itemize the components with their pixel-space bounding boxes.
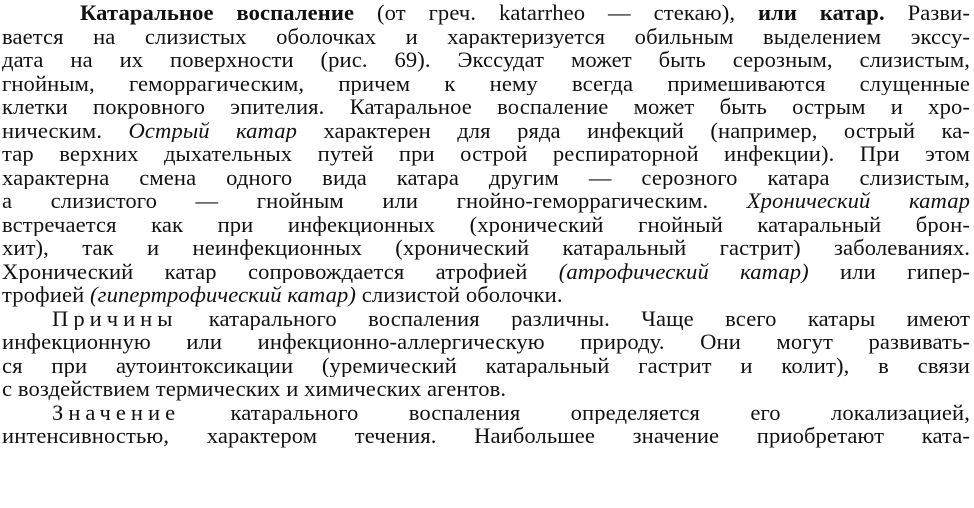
bold-term: Катаральное воспаление [80, 1, 355, 25]
spaced-term: Причины [52, 306, 178, 330]
text-run: инфекционную или инфекционно-аллергическую природу. Они могут развивать- [2, 330, 970, 354]
text-line [2, 330, 970, 354]
text-run: а слизистого — гнойным или гнойно-геморрагическим. [2, 189, 747, 213]
text-line [2, 307, 970, 331]
text-line [2, 377, 970, 401]
bold-term: или катар. [757, 1, 885, 25]
text-run: (от греч. katarrheo — стекаю), [354, 1, 758, 25]
text-line [2, 119, 970, 143]
document-body [2, 1, 970, 448]
text-run: катарального воспаления различны. Чаще всего катары имеют [177, 306, 970, 330]
text-run: дата на их поверхности (рис. 69). Экссудат может быть серозным, слизистым, [2, 48, 970, 72]
text-line [2, 354, 970, 378]
text-run: клетки покровного эпителия. Катаральное воспаление может быть острым и хро- [2, 95, 970, 119]
text-run: характерна смена одного вида катара другим — серозного катара слизистым, [2, 165, 970, 189]
text-run: вается на слизистых оболочках и характеризуется обильным выделением экссу- [2, 24, 970, 48]
spaced-term: Значение [52, 400, 181, 424]
italic-term: Хронический катар [746, 189, 970, 213]
text-line [2, 424, 970, 448]
text-run: встречается как при инфекционных (хронический гнойный катаральный брон- [2, 212, 970, 236]
text-run: тар верхних дыхательных путей при острой респираторной инфекции). При этом [2, 142, 970, 166]
text-line [2, 25, 970, 49]
text-line [2, 48, 970, 72]
text-line [2, 401, 970, 425]
text-line [2, 213, 970, 237]
text-line [2, 166, 970, 190]
text-line [2, 189, 970, 213]
text-line [2, 260, 970, 284]
text-run: хит), так и неинфекционных (хронический катаральный гастрит) заболеваниях. [2, 236, 970, 260]
text-run: Разви- [884, 1, 970, 25]
text-line [2, 283, 970, 307]
text-run: ническим. [2, 118, 129, 142]
text-run: катарального воспаления определяется его локализацией, [180, 400, 970, 424]
text-run: характерен для ряда инфекций (например, острый ка- [297, 118, 970, 142]
text-run: трофией [2, 283, 91, 307]
text-line [2, 236, 970, 260]
text-run: ся при аутоинтоксикации (уремический катаральный гастрит и колит), в связи [2, 353, 970, 377]
text-line [2, 142, 970, 166]
text-line [2, 95, 970, 119]
document-page [2, 0, 970, 508]
text-run: интенсивностью, характером течения. Наибольшее значение приобретают ката- [2, 424, 970, 448]
text-run: или гипер- [808, 259, 970, 283]
italic-term: (гипертрофический катар) [90, 283, 357, 307]
italic-term: (атрофический катар) [558, 259, 809, 283]
text-run: слизистой оболочки. [356, 283, 563, 307]
text-line [2, 1, 970, 25]
text-run: с воздействием термических и химических агентов. [2, 377, 507, 401]
text-run: гнойным, геморрагическим, причем к нему всегда примешиваются слущенные [2, 71, 970, 95]
italic-term: Острый катар [128, 118, 298, 142]
text-line [2, 72, 970, 96]
text-run: Хронический катар сопровождается атрофией [2, 259, 559, 283]
